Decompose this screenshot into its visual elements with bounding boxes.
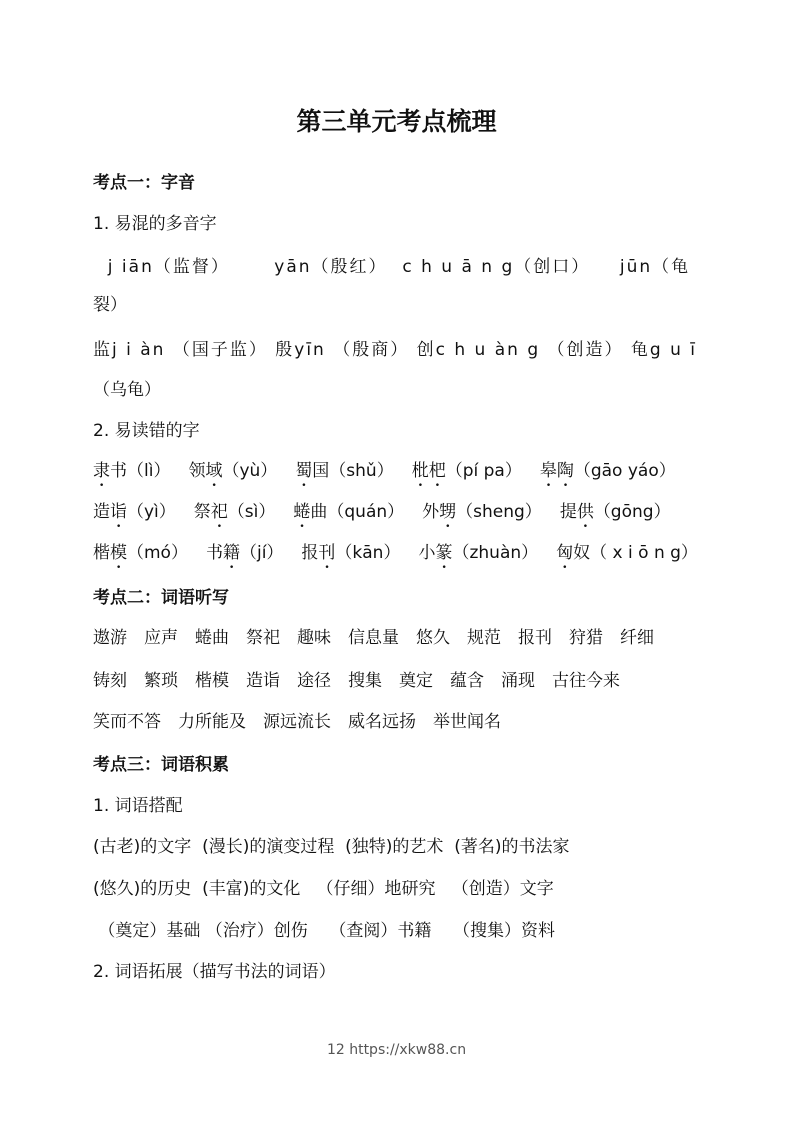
char: 皋: [539, 461, 557, 481]
pinyin: （ x i ō n g）: [590, 543, 698, 563]
dictation-word: 力所能及: [178, 712, 246, 732]
misread-item: [540, 461, 676, 481]
pinyin: （shǔ）: [329, 461, 394, 481]
char: 书: [110, 461, 127, 481]
dictation-word: 楷模: [195, 671, 229, 691]
misread-item: [188, 461, 277, 481]
char: 模: [110, 543, 127, 563]
char: 奴: [573, 543, 591, 563]
pinyin: （mó）: [127, 543, 188, 563]
misread-item: [194, 502, 276, 522]
dictation-row: [93, 670, 637, 692]
char: 祭: [193, 502, 211, 522]
dictation-word: 奠定: [399, 671, 433, 691]
dictation-word: 铸刻: [93, 671, 127, 691]
misread-item: [295, 461, 393, 481]
dictation-word: 遨游: [93, 628, 127, 648]
char: 楷: [93, 543, 110, 563]
misread-item: [556, 543, 698, 563]
dictation-word: 规范: [467, 628, 501, 648]
section3-heading: 考点三：词语积累: [93, 755, 229, 775]
char: 刊: [318, 543, 336, 563]
dictation-word: 蕴含: [450, 671, 484, 691]
dictation-word: 蜷曲: [195, 628, 229, 648]
char: 籍: [222, 543, 240, 563]
char: 蜷: [293, 502, 311, 522]
misread-item: [301, 543, 400, 563]
char: 领: [188, 461, 206, 481]
char: 国: [312, 461, 330, 481]
dictation-word: 古往今来: [552, 671, 620, 691]
dictation-word: 悠久: [416, 628, 450, 648]
dictation-word: 祭祀: [246, 628, 280, 648]
dictation-word: 源远流长: [263, 712, 331, 732]
dictation-word: 报刊: [518, 628, 552, 648]
section3-sub2: 2. 词语拓展（描写书法的词语）: [93, 962, 336, 982]
dictation-word: 涌现: [501, 671, 535, 691]
section1-sub1: 1. 易混的多音字: [93, 214, 217, 234]
polyphone-line2: 监j i àn （国子监） 殷yīn （殷商） 创c h u àn g （创造） 龟g u ī: [93, 340, 698, 360]
char: 蜀: [295, 461, 313, 481]
pinyin: （zhuàn）: [452, 543, 539, 563]
polyphone-line1-cont: 裂）: [93, 295, 127, 315]
char: 供: [576, 502, 594, 522]
dictation-word: 繁琐: [144, 671, 178, 691]
dictation-word: 笑而不答: [93, 712, 161, 732]
misread-item: [418, 543, 538, 563]
section1-sub2: 2. 易读错的字: [93, 421, 200, 441]
char: 匈: [556, 543, 574, 563]
pinyin: （lì）: [127, 461, 171, 481]
char: 域: [205, 461, 223, 481]
misread-item: [560, 502, 671, 522]
char: 小: [418, 543, 436, 563]
polyphone-line2-cont: （乌龟）: [93, 380, 161, 400]
dictation-row: [93, 627, 671, 649]
collocation-row: (古老)的文字 (漫长)的演变过程 (独特)的艺术 (著名)的书法家: [93, 837, 570, 857]
char: 杷: [428, 461, 446, 481]
dictation-word: 狩猎: [569, 628, 603, 648]
char: 篆: [435, 543, 453, 563]
char: 诣: [110, 502, 127, 522]
misread-item: [206, 543, 283, 563]
pinyin: （gōng）: [593, 502, 671, 522]
dictation-word: 纤细: [620, 628, 654, 648]
char: 外: [422, 502, 440, 522]
pinyin: （sheng）: [456, 502, 542, 522]
dictation-word: 造诣: [246, 671, 280, 691]
section1-heading: 考点一：字音: [93, 173, 195, 193]
misread-row: [93, 501, 689, 532]
pinyin: （jí）: [239, 543, 284, 563]
pinyin: （pí pa）: [445, 461, 522, 481]
dictation-word: 威名远扬: [348, 712, 416, 732]
section2-heading: 考点二：词语听写: [93, 588, 229, 608]
char: 祀: [210, 502, 228, 522]
char: 报: [301, 543, 319, 563]
misread-item: [293, 502, 404, 522]
collocation-row: (悠久)的历史 (丰富)的文化 （仔细）地研究 （创造）文字: [93, 879, 554, 899]
char: 书: [205, 543, 223, 563]
polyphone-line1: j iān（监督） yān（殷红） c h u ā n g（创口） jūn（龟: [93, 257, 691, 277]
char: 造: [93, 502, 110, 522]
char: 提: [559, 502, 577, 522]
page-footer: 12 https://xkw88.cn: [326, 1042, 467, 1058]
dictation-word: 信息量: [348, 628, 399, 648]
pinyin: （yì）: [127, 502, 176, 522]
collocation-row: （奠定）基础 （治疗）创伤 （查阅）书籍 （搜集）资料: [93, 921, 556, 941]
pinyin: （kān）: [335, 543, 401, 563]
section3-sub1: 1. 词语搭配: [93, 796, 183, 816]
pinyin: （yù）: [222, 461, 278, 481]
dictation-word: 趣味: [297, 628, 331, 648]
char: 隶: [93, 461, 110, 481]
char: 曲: [310, 502, 328, 522]
char: 陶: [556, 461, 574, 481]
dictation-word: 搜集: [348, 671, 382, 691]
page-title: 第三单元考点梳理: [296, 107, 497, 136]
dictation-word: 应声: [144, 628, 178, 648]
char: 枇: [411, 461, 429, 481]
pinyin: （quán）: [327, 502, 405, 522]
misread-item: [93, 502, 176, 522]
dictation-row: [93, 711, 518, 733]
misread-item: [412, 461, 522, 481]
misread-row: [93, 542, 716, 573]
dictation-word: 举世闻名: [433, 712, 501, 732]
pinyin: （gāo yáo）: [573, 461, 676, 481]
misread-item: [422, 502, 542, 522]
char: 甥: [439, 502, 457, 522]
misread-item: [93, 543, 188, 563]
misread-row: [93, 460, 694, 491]
dictation-word: 途径: [297, 671, 331, 691]
misread-item: [93, 461, 170, 481]
pinyin: （sì）: [227, 502, 276, 522]
